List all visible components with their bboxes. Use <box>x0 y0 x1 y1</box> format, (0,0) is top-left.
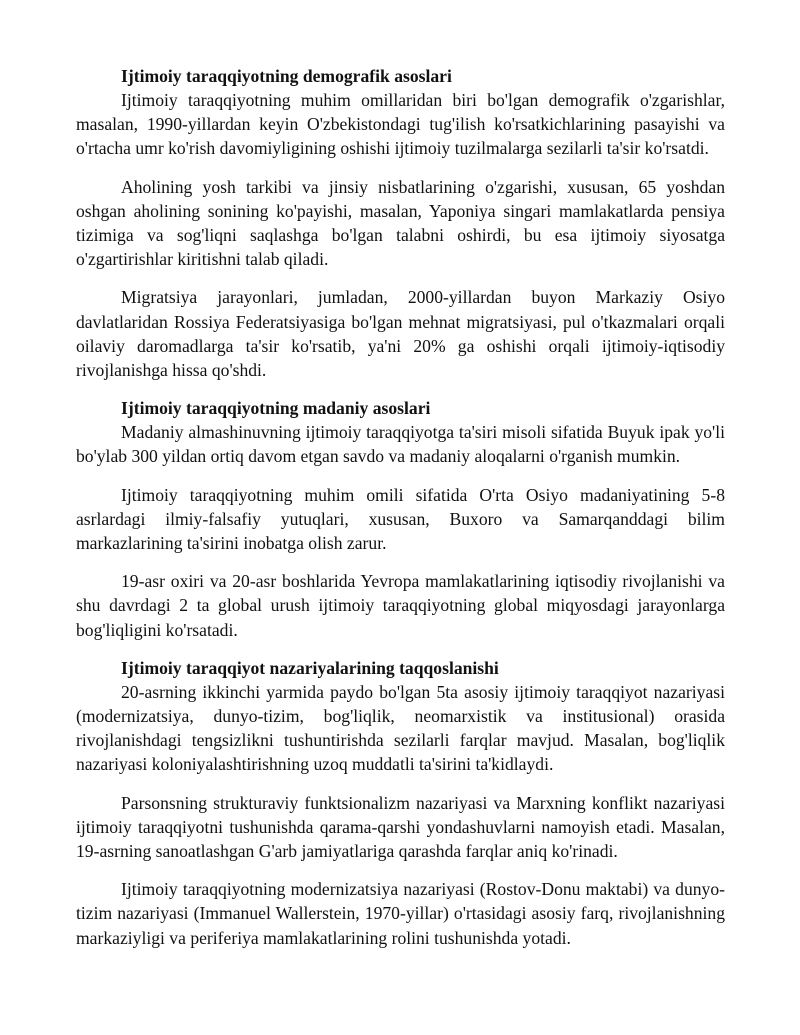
section-heading: Ijtimoiy taraqqiyotning demografik asoslari <box>121 66 452 86</box>
section-heading: Ijtimoiy taraqqiyotning madaniy asoslari <box>121 398 431 419</box>
paragraph: Madaniy almashinuvning ijtimoiy taraqqiyotga ta'siri misoli sifatida Buyuk ipak yo'li bo'ylab 300 yildan ortiq davom etgan savdo va madaniy aloqalarni o'rganish mumkin. <box>76 422 725 467</box>
paragraph: Parsonsning strukturaviy funktsionalizm nazariyasi va Marxning konflikt nazariyasi ijtimoiy taraqqiyotni tushunishda qarama-qarshi yondashuvlarni namoyish etadi. Masalan, 19-asrning sanoatlashgan G'arb jamiyatlariga qarashda farqlar aniq ko'rinadi. <box>76 792 725 862</box>
paragraph: Migratsiya jarayonlari, jumladan, 2000-yillardan buyon Markaziy Osiyo davlatlaridan Rossiya Federatsiyasiga bo'lgan mehnat migratsiyasi, pul o'tkazmalari orqali oilaviy daromadlarga ta'sir ko'rsatib, ya'ni 20% ga oshishi orqali ijtimoiy-iqtisodiy rivojlanishga hissa qo'shdi. <box>76 287 725 381</box>
paragraph: 19-asr oxiri va 20-asr boshlarida Yevropa mamlakatlarining iqtisodiy rivojlanishi va shu davrdagi 2 ta global urush ijtimoiy taraqqiyotning global miqyosdagi jarayonlarga bog'liqligini ko'rsatadi. <box>76 571 725 640</box>
paragraph: Aholining yosh tarkibi va jinsiy nisbatlarining o'zgarishi, xususan, 65 yoshdan oshgan aholining sonining ko'payishi, masalan, Yaponiya singari mamlakatlarda pensiya tizimiga va sog'liqni saqlashga bo'lgan talabni oshirdi, bu esa ijtimoiy siyosatga o'zgartirishlar kiritishni talab qiladi. <box>76 176 725 270</box>
paragraph: Ijtimoiy taraqqiyotning muhim omili sifatida O'rta Osiyo madaniyatining 5-8 asrlardagi ilmiy-falsafiy yutuqlari, xususan, Buxoro va Samarqanddagi bilim markazlarining ta'sirini inobatga olish zarur. <box>76 484 725 554</box>
section-heading: Ijtimoiy taraqqiyot nazariyalarining taqqoslanishi <box>121 657 499 678</box>
paragraph: Ijtimoiy taraqqiyotning muhim omillaridan biri bo'lgan demografik o'zgarishlar, masalan, 1990-yillardan keyin O'zbekistondagi tug'ilish ko'rsatkichlarining pasayishi va o'rtacha umr ko'rish davomiyligining oshishi ijtimoiy tuzilmalarga sezilarli ta'sir ko'rsatdi. <box>76 90 725 159</box>
section-madaniy <box>76 396 725 642</box>
section-demografik <box>76 64 725 382</box>
section-nazariyalar <box>76 656 725 950</box>
paragraph: Ijtimoiy taraqqiyotning modernizatsiya nazariyasi (Rostov-Donu maktabi) va dunyo-tizim nazariyasi (Immanuel Wallerstein, 1970-yillar) o'rtasidagi asosiy farq, rivojlanishning markaziyligi va periferiya mamlakatlarining rolini tushunishda yotadi. <box>76 879 725 948</box>
paragraph: 20-asrning ikkinchi yarmida paydo bo'lgan 5ta asosiy ijtimoiy taraqqiyot nazariyasi (modernizatsiya, dunyo-tizim, bog'liqlik, neomarxistik va institusional) orasida rivojlanishdagi tengsizlikni tushuntirishda sezilarli farqlar mavjud. Masalan, bog'liqlik nazariyasi koloniyalashtirishning uzoq muddatli ta'sirini ta'kidlaydi. <box>76 681 725 775</box>
document-page <box>76 64 725 964</box>
